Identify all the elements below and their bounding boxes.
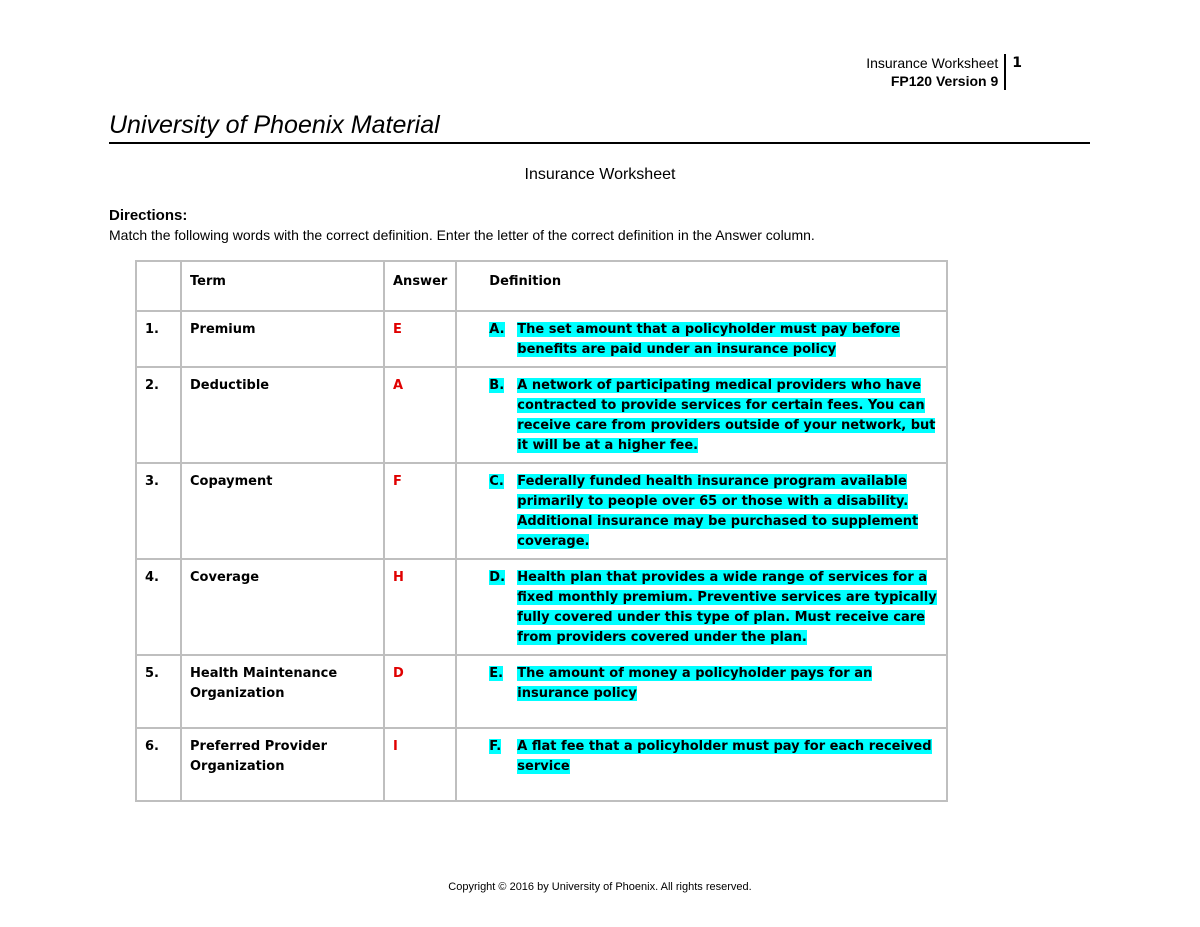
row-number: 1.	[136, 311, 181, 367]
header-answer: Answer	[384, 261, 456, 311]
row-number: 6.	[136, 728, 181, 801]
row-answer[interactable]: D	[384, 655, 456, 728]
definition-text: Health plan that provides a wide range of services for a fixed monthly premium. Preventive services are typically fully covered under this type of plan. Must receive care from providers covered under the plan.	[517, 570, 937, 645]
document-title: Insurance Worksheet	[524, 166, 676, 183]
row-answer[interactable]: E	[384, 311, 456, 367]
row-definition	[456, 728, 947, 801]
definition-letter: C.	[489, 474, 504, 489]
row-definition	[456, 655, 947, 728]
definition-letter: D.	[489, 570, 506, 585]
page-header	[866, 54, 1022, 90]
copyright-footer: Copyright © 2016 by University of Phoenix. All rights reserved.	[448, 881, 752, 893]
row-answer[interactable]: F	[384, 463, 456, 559]
row-definition	[456, 463, 947, 559]
row-answer[interactable]: H	[384, 559, 456, 655]
header-term: Term	[181, 261, 384, 311]
table-row	[136, 367, 947, 463]
row-definition	[456, 311, 947, 367]
definition-text: Federally funded health insurance program available primarily to people over 65 or those with a disability. Additional insurance may be purchased to supplement coverage.	[517, 474, 919, 549]
row-number: 2.	[136, 367, 181, 463]
header-definition	[456, 261, 947, 311]
definition-letter: A.	[489, 322, 505, 337]
row-term: Preferred Provider Organization	[181, 728, 384, 801]
row-definition	[456, 367, 947, 463]
row-term: Copayment	[181, 463, 384, 559]
definition-letter: F.	[489, 739, 502, 754]
table-row	[136, 463, 947, 559]
definition-text: The amount of money a policyholder pays for an insurance policy	[517, 666, 873, 701]
definition-text: A network of participating medical providers who have contracted to provide services for certain fees. You can receive care from providers outside of your network, but it will be at a higher fee.	[517, 378, 936, 453]
header-text	[866, 54, 1006, 90]
directions-text: Match the following words with the correct definition. Enter the letter of the correct definition in the Answer column.	[109, 227, 815, 243]
row-answer[interactable]: I	[384, 728, 456, 801]
header-subtitle: FP120 Version 9	[890, 73, 999, 89]
row-term: Coverage	[181, 559, 384, 655]
directions-label: Directions:	[109, 207, 188, 224]
table-header-row	[136, 261, 947, 311]
definition-letter: E.	[489, 666, 504, 681]
definition-text: The set amount that a policyholder must pay before benefits are paid under an insurance policy	[517, 322, 900, 357]
definition-letter: B.	[489, 378, 505, 393]
row-answer[interactable]: A	[384, 367, 456, 463]
worksheet-table	[135, 260, 948, 802]
row-definition	[456, 559, 947, 655]
brand-heading: University of Phoenix Material	[109, 110, 1090, 144]
table-row	[136, 559, 947, 655]
header-definition-label: Definition	[489, 274, 562, 289]
row-number: 3.	[136, 463, 181, 559]
row-term: Deductible	[181, 367, 384, 463]
page-number: 1	[1012, 55, 1022, 71]
row-number: 5.	[136, 655, 181, 728]
row-term: Health Maintenance Organization	[181, 655, 384, 728]
header-num	[136, 261, 181, 311]
definition-text: A flat fee that a policyholder must pay for each received service	[517, 739, 932, 774]
row-number: 4.	[136, 559, 181, 655]
table-row	[136, 655, 947, 728]
table-row	[136, 728, 947, 801]
table-row	[136, 311, 947, 367]
row-term: Premium	[181, 311, 384, 367]
header-title: Insurance Worksheet	[866, 55, 999, 71]
